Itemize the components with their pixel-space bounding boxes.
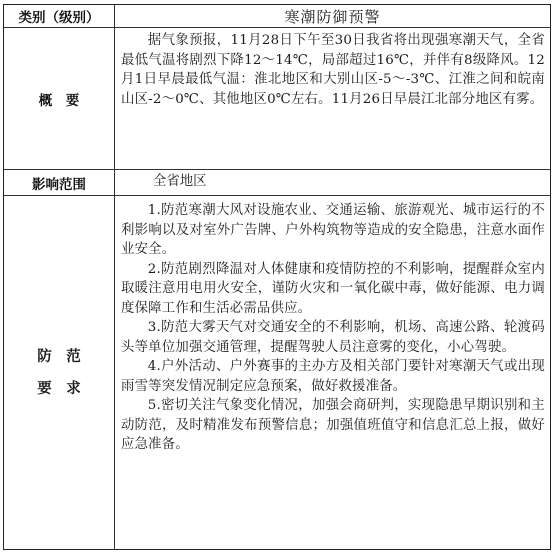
requirements-label	[4, 196, 114, 549]
summary-label: 概 要	[38, 92, 80, 109]
requirement-item: 5.密切关注气象变化情况，加强会商研判，实现隐患早期识别和主动防范，及时精准发布预警信息；加强值班值守和信息汇总上报，做好应急准备。	[121, 398, 545, 452]
summary-text: 据气象预报，11月28日下午至30日我省将出现强寒潮天气，全省最低气温将剧烈下降12～14℃，局部超过16℃，并伴有8级降风。12月1日早晨最低气温：淮北地区和大别山区-5～-3℃、江淮之间和皖南山区-2～0℃、其他地区0℃左右。11月26日早晨江北部分地区有雾。	[121, 33, 545, 107]
scope-label: 影响范围	[32, 176, 86, 193]
requirements-label-line1: 防 范	[37, 348, 81, 365]
column-divider	[114, 5, 115, 549]
requirement-item: 3.防范大雾天气对交通安全的不利影响，机场、高速公路、轮渡码头等单位加强交通管理，提醒驾驶人员注意雾的变化，小心驾驶。	[121, 320, 545, 355]
warning-table	[3, 4, 551, 550]
requirement-item: 2.防范剧烈降温对人体健康和疫情防控的不利影响，提醒群众室内取暖注意用电用火安全，谨防火灾和一氧化碳中毒，做好能源、电力调度保障工作和生活必需品供应。	[121, 261, 545, 316]
requirement-item: 1.防范寒潮大风对设施农业、交通运输、旅游观光、城市运行的不利影响以及对室外广告牌、户外构筑物等造成的安全隐患，注意水面作业安全。	[121, 203, 545, 257]
summary-cell	[121, 31, 545, 167]
scope-cell	[121, 172, 545, 194]
warning-title: 寒潮防御预警	[284, 7, 381, 26]
requirements-cell	[121, 201, 545, 545]
requirements-label-line2: 要 求	[37, 380, 81, 397]
requirement-item: 4.户外活动、户外赛事的主办方及相关部门要针对寒潮天气或出现雨雪等突发情况制定应急预案，做好救援准备。	[121, 359, 545, 394]
category-label: 类别（级别）	[18, 10, 100, 26]
scope-text: 全省地区	[153, 174, 207, 189]
